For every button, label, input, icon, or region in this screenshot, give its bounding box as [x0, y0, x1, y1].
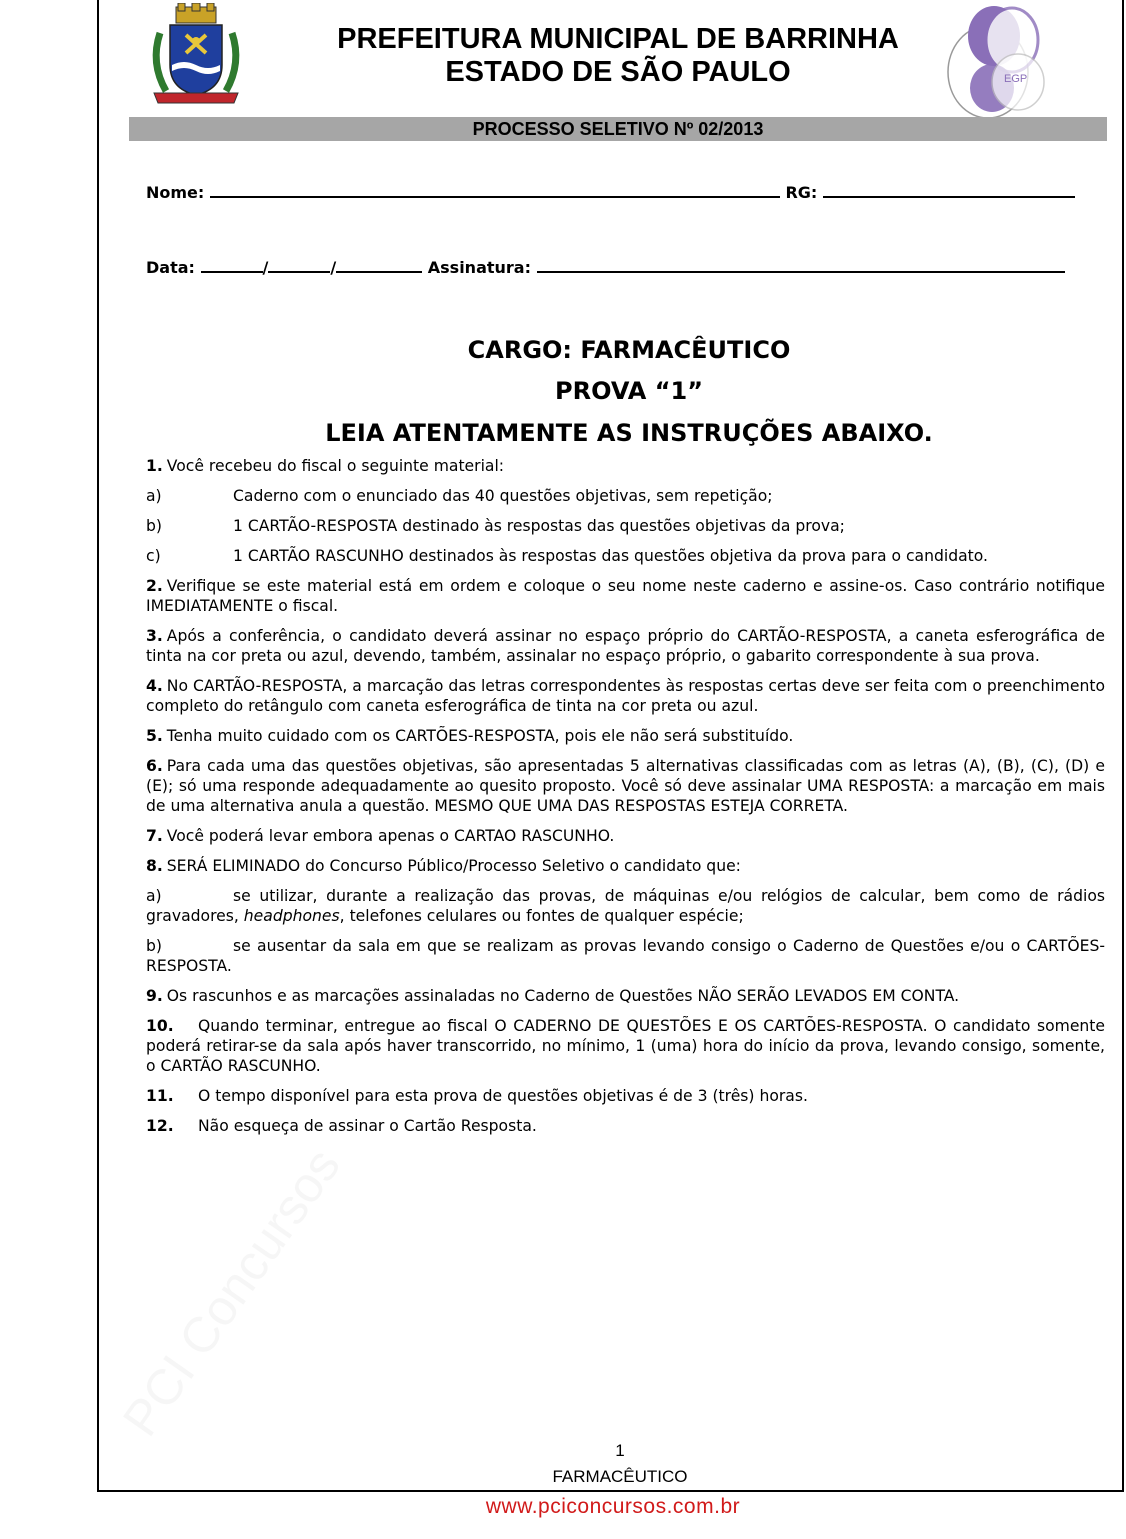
site-url-link[interactable]: www.pciconcursos.com.br	[485, 1495, 741, 1518]
instruction-11: 11. O tempo disponível para esta prova de questões objetivas é de 3 (três) horas.	[146, 1087, 808, 1105]
instruction-2: 2. Verifique se este material está em ordem e coloque o seu nome neste caderno e assine-os. Caso contrário notifique IMEDIATAMENTE o fiscal.	[146, 577, 1105, 615]
date-separator: /	[262, 258, 269, 277]
instruction-9: 9. Os rascunhos e as marcações assinaladas no Caderno de Questões NÃO SERÃO LEVADOS EM CONTA.	[146, 987, 960, 1005]
rg-field[interactable]	[823, 184, 1075, 198]
instruction-1a: a) Caderno com o enunciado das 40 questões objetivas, sem repetição;	[146, 487, 773, 505]
instruction-6: 6. Para cada uma das questões objetivas, são apresentadas 5 alternativas classificadas com as letras (A), (B), (C), (D) e (E); só uma responde adequadamente ao quesito proposto. Você só deve assinalar UMA RESPOSTA: a marcação em mais de uma alternativa anula a questão. MESMO QUE UMA DAS RESPOSTAS ESTEJA CORRETA.	[146, 757, 1105, 815]
instructions-list	[146, 456, 1105, 1146]
data-year-field[interactable]	[336, 259, 422, 273]
header-title-estado: ESTADO DE SÃO PAULO	[445, 56, 791, 88]
process-title-bar: PROCESSO SELETIVO Nº 02/2013	[129, 117, 1107, 141]
egp-logo-icon	[946, 2, 1046, 120]
data-month-field[interactable]	[268, 259, 330, 273]
cargo-heading: CARGO: FARMACÊUTICO	[467, 336, 791, 364]
instruction-3: 3. Após a conferência, o candidato deverá assinar no espaço próprio do CARTÃO-RESPOSTA, a caneta esferográfica de tinta na cor preta ou azul, devendo, também, assinalar no espaço próprio, o gabarito correspondente à sua prova.	[146, 627, 1105, 665]
instruction-10: 10. Quando terminar, entregue ao fiscal O CADERNO DE QUESTÕES E OS CARTÕES-RESPOSTA. O candidato somente poderá retirar-se da sala após haver transcorrido, no mínimo, 1 (uma) hora do início da prova, levando consigo, somente, o CARTÃO RASCUNHO.	[146, 1017, 1105, 1075]
municipal-crest-icon	[146, 3, 246, 108]
instructions-heading: LEIA ATENTAMENTE AS INSTRUÇÕES ABAIXO.	[325, 419, 933, 447]
data-label: Data:	[146, 258, 195, 277]
instruction-8: 8. SERÁ ELIMINADO do Concurso Público/Processo Seletivo o candidato que:	[146, 857, 741, 875]
prova-heading: PROVA “1”	[555, 377, 703, 405]
instruction-1: 1. Você recebeu do fiscal o seguinte material:	[146, 457, 505, 475]
instruction-1b: b) 1 CARTÃO-RESPOSTA destinado às respostas das questões objetivas da prova;	[146, 517, 845, 535]
assinatura-field[interactable]	[537, 259, 1065, 273]
instruction-1c: c) 1 CARTÃO RASCUNHO destinados às respostas das questões objetiva da prova para o candidato.	[146, 547, 989, 565]
data-day-field[interactable]	[201, 259, 263, 273]
footer-label: FARMACÊUTICO	[552, 1467, 688, 1486]
instruction-7: 7. Você poderá levar embora apenas o CARTAO RASCUNHO.	[146, 827, 615, 845]
instruction-8a: a) se utilizar, durante a realização das provas, de máquinas e/ou relógios de calcular, bem como de rádios gravadores, headphones, telefones celulares ou fontes de qualquer espécie;	[146, 887, 1105, 925]
nome-label: Nome:	[146, 183, 205, 202]
date-separator: /	[330, 258, 337, 277]
page-number: 1	[615, 1441, 625, 1460]
nome-field[interactable]	[210, 184, 780, 198]
assinatura-label: Assinatura:	[427, 258, 531, 277]
instruction-5: 5. Tenha muito cuidado com os CARTÕES-RESPOSTA, pois ele não será substituído.	[146, 727, 794, 745]
instruction-4: 4. No CARTÃO-RESPOSTA, a marcação das letras correspondentes às respostas certas deve ser feita com o preenchimento completo do retângulo com caneta esferográfica de tinta na cor preta ou azul.	[146, 677, 1105, 715]
date-signature-line	[146, 258, 1065, 277]
egp-logo-text: EGP	[1004, 73, 1028, 85]
rg-label: RG:	[785, 183, 818, 202]
header-title-prefeitura: PREFEITURA MUNICIPAL DE BARRINHA	[337, 23, 899, 55]
instruction-12: 12. Não esqueça de assinar o Cartão Resposta.	[146, 1117, 537, 1135]
instruction-8b: b) se ausentar da sala em que se realizam as provas levando consigo o Caderno de Questões e/ou o CARTÕES-RESPOSTA.	[146, 937, 1105, 975]
name-rg-line	[146, 183, 1075, 202]
